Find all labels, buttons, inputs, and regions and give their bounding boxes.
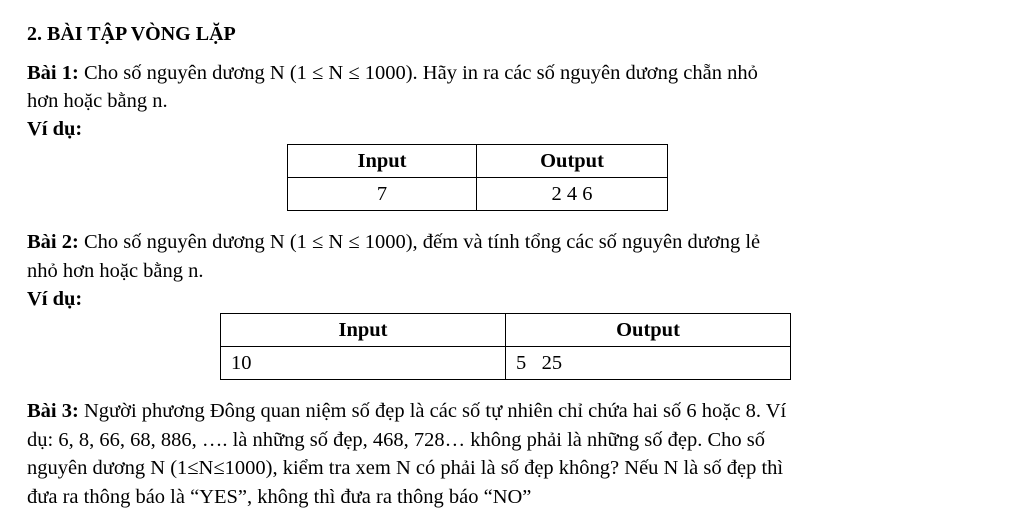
output-header: Output — [506, 314, 791, 347]
bai2-output-value: 5 25 — [506, 347, 791, 380]
bai1-example-label: Ví dụ: — [27, 118, 83, 140]
bai3-line1 — [27, 399, 786, 423]
bai2-label: Bài 2: — [27, 231, 79, 253]
table-row — [288, 178, 668, 211]
table-header-row — [288, 145, 668, 178]
output-header: Output — [477, 145, 668, 178]
bai3-line4: đưa ra thông báo là “YES”, không thì đưa ra thông báo “NO” — [27, 486, 532, 508]
bai3-label: Bài 3: — [27, 400, 79, 422]
input-header: Input — [288, 145, 477, 178]
bai1-text-1: Cho số nguyên dương N (1 ≤ N ≤ 1000). Hãy in ra các số nguyên dương chẵn nhỏ — [78, 62, 758, 84]
bai2-example-table — [220, 313, 791, 380]
section-title: 2. BÀI TẬP VÒNG LẶP — [27, 23, 236, 45]
bai1-example-table — [287, 144, 668, 211]
bai3-text-1: Người phương Đông quan niệm số đẹp là các số tự nhiên chỉ chứa hai số 6 hoặc 8. Ví — [78, 400, 787, 422]
bai1-output-value: 2 4 6 — [477, 178, 668, 211]
bai1-line1 — [27, 61, 758, 85]
bai2-line1 — [27, 230, 760, 254]
bai2-example-label: Ví dụ: — [27, 288, 83, 310]
bai2-input-value: 10 — [221, 347, 506, 380]
bai3-line2: dụ: 6, 8, 66, 68, 886, …. là những số đẹp, 468, 728… không phải là những số đẹp. Cho số — [27, 429, 765, 451]
bai2-line2: nhỏ hơn hoặc bằng n. — [27, 260, 204, 282]
table-header-row — [221, 314, 791, 347]
bai2-text-1: Cho số nguyên dương N (1 ≤ N ≤ 1000), đếm và tính tổng các số nguyên dương lẻ — [78, 231, 761, 253]
bai3-line3: nguyên dương N (1≤N≤1000), kiểm tra xem N có phải là số đẹp không? Nếu N là số đẹp thì — [27, 457, 784, 479]
table-row — [221, 347, 791, 380]
bai1-label: Bài 1: — [27, 62, 79, 84]
bai1-input-value: 7 — [288, 178, 477, 211]
bai1-line2: hơn hoặc bằng n. — [27, 90, 168, 112]
input-header: Input — [221, 314, 506, 347]
